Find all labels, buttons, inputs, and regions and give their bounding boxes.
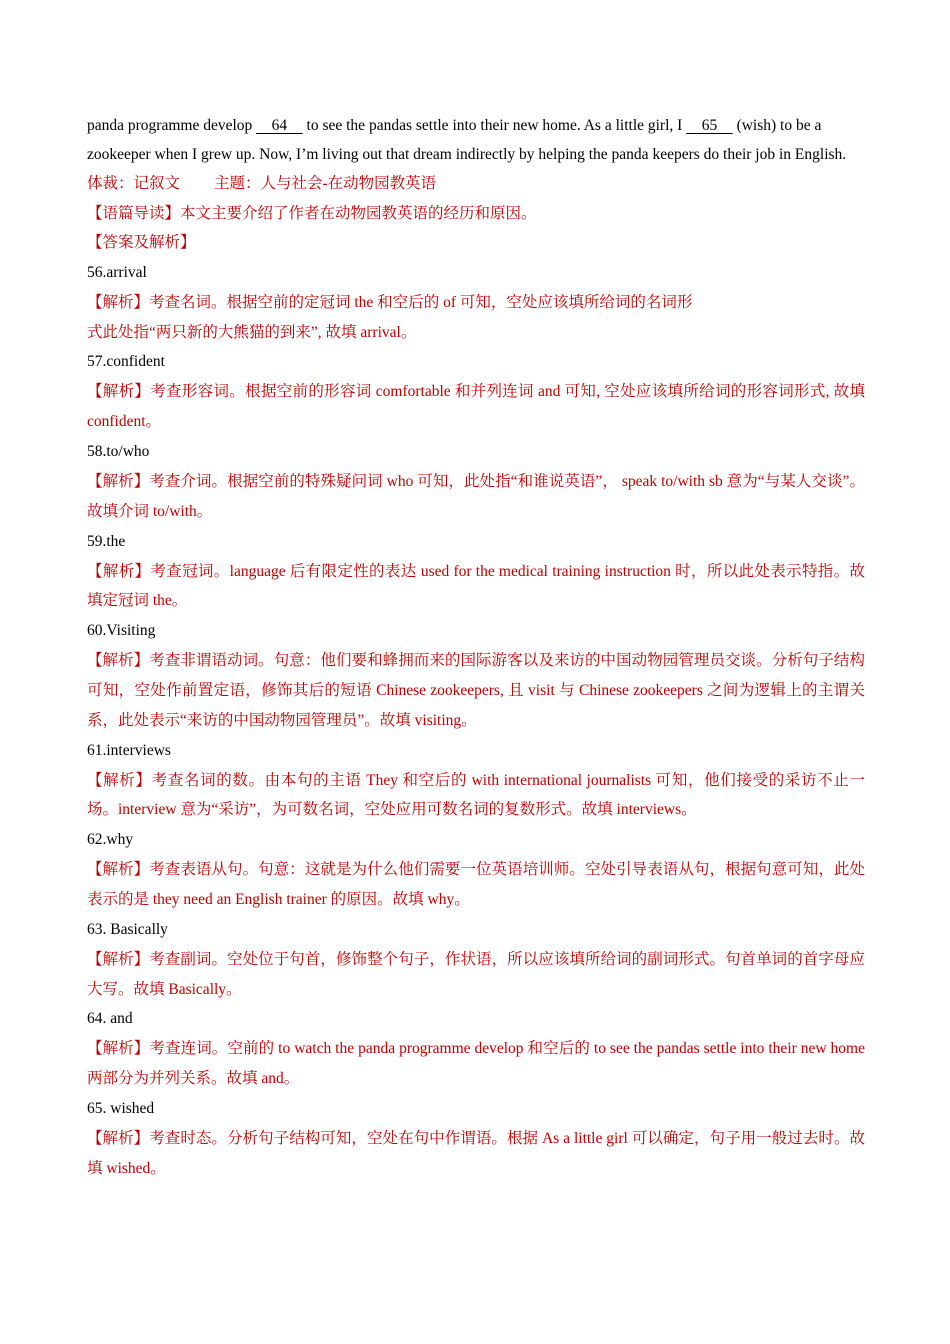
explanation-56: 【解析】考查名词。根据空前的定冠词 the 和空后的 of 可知，空处应该填所给词的名词形 [87,293,693,311]
explanation-58: 【解析】考查介词。根据空前的特殊疑问词 who 可知，此处指“和谁说英语”， speak to/with sb 意为“与某人交谈”。故填介词 to/with。 [87,472,865,520]
explanation-59: 【解析】考查冠词。language 后有限定性的表达 used for the medical training instruction 时，所以此处表示特指。故填定冠词 the。 [87,562,865,610]
answer-65: 65. wished [87,1099,155,1117]
answer-58: 58.to/who [87,442,150,460]
answer-60: 60.Visiting [87,622,156,640]
answer-63: 63. Basically [87,920,168,938]
explanation-65: 【解析】考查时态。分析句子结构可知，空处在句中作谓语。根据 As a little girl 可以确定，句子用一般过去时。故填 wished。 [87,1129,865,1177]
explanation-64: 【解析】考查连词。空前的 to watch the panda programme develop 和空后的 to see the pandas settle into their new home 两部分为并列关系。故填 and。 [87,1040,865,1088]
genre-label: 体裁：记叙文 [87,175,181,192]
genre-theme-line [87,169,865,199]
answer-64: 64. and [87,1010,133,1028]
passage-segment-1: panda programme develop [87,117,257,134]
explanation-57: 【解析】考查形容词。根据空前的形容词 comfortable 和并列连词 and 可知, 空处应该填所给词的形容词形式, 故填 confident。 [87,383,865,431]
reading-guide: 【语篇导读】本文主要介绍了作者在动物园教英语的经历和原因。 [87,204,537,222]
explanation-61: 【解析】考查名词的数。由本句的主语 They 和空后的 with international journalists 可知，他们接受的采访不止一场。interview 意为“采访”，为可数名词，空处应用可数名词的复数形式。故填 interviews。 [87,771,865,819]
blank-64: 64 [256,117,303,134]
explanation-60: 【解析】考查非谓语动词。句意：他们要和蜂拥而来的国际游客以及来访的中国动物园管理员交谈。分析句子结构可知，空处作前置定语，修饰其后的短语 Chinese zookeepers, 且 visit 与 Chinese zookeepers 之间为逻辑上的主谓关系，此处表示“来访的中国动物园管理员”。故填 visiting。 [87,652,865,729]
answer-57: 57.confident [87,353,165,371]
answer-62: 62.why [87,831,134,849]
answer-59: 59.the [87,532,126,550]
passage-segment-2: to see the pandas settle into their new home. As a little girl, I [302,117,687,134]
answers-header: 【答案及解析】 [87,234,196,252]
explanation-62: 【解析】考查表语从句。句意：这就是为什么他们需要一位英语培训师。空处引导表语从句，根据句意可知，此处表示的是 they need an English trainer 的原因。故填 why。 [87,861,865,908]
passage-text [87,111,865,169]
document-page [87,111,865,1184]
passage-segment-3: (wish) to be a zookeeper when I grew up. Now, I’m living out that dream indirectly by helping the panda keepers do their job in English. [87,117,847,163]
explanation-63: 【解析】考查副词。空处位于句首，修饰整个句子，作状语，所以应该填所给词的副词形式。句首单词的首字母应大写。故填 Basically。 [87,950,865,998]
blank-65: 65 [686,117,733,134]
theme-label: 主题：人与社会-在动物园教英语 [214,175,437,192]
explanation-56-cont: 式此处指“两只新的大熊猫的到来”, 故填 arrival。 [87,323,417,341]
answer-61: 61.interviews [87,741,171,759]
answer-56: 56.arrival [87,263,147,281]
